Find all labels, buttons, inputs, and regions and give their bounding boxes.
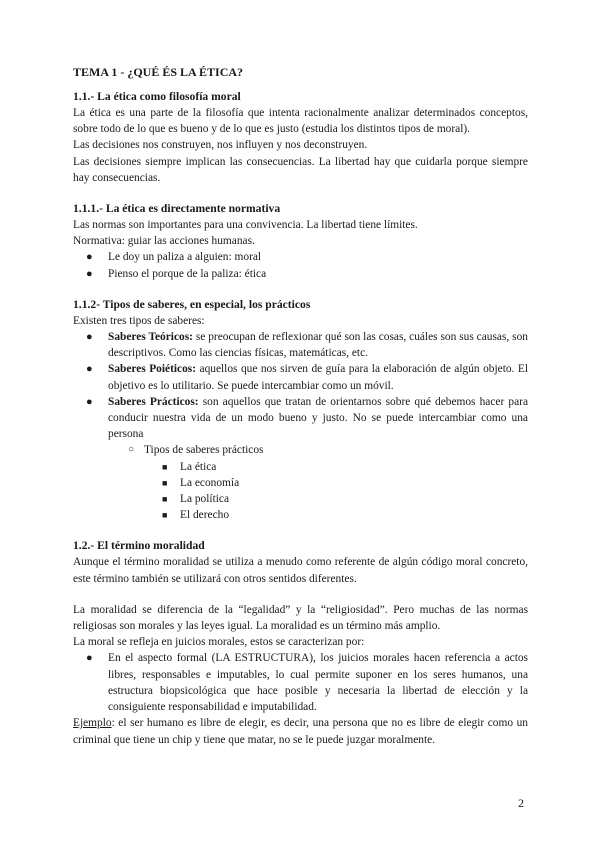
example-paragraph: Ejemplo: el ser humano es libre de elegir, es decir, una persona que no es libre de elegir como un criminal que tiene un chip y tiene que matar, no se le puede juzgar moralmente. bbox=[73, 717, 528, 746]
paragraph: La moralidad se diferencia de la “legalidad” y la “religiosidad”. Pero muchas de las normas religiosas son morales y las leyes igual. La moralidad es un término más amplio. bbox=[73, 603, 528, 633]
square-bullet-icon: ■ bbox=[162, 461, 168, 472]
page-number: 2 bbox=[518, 796, 524, 810]
paragraph: Las decisiones nos construyen, nos influyen y nos deconstruyen. bbox=[73, 139, 368, 152]
document-page bbox=[73, 64, 528, 748]
list-item: ● Pienso el porque de la paliza: ética bbox=[73, 266, 528, 282]
list-item: ■ La política bbox=[73, 491, 528, 507]
bullet-icon: ● bbox=[86, 363, 93, 376]
paragraph: Las decisiones siempre implican las consecuencias. La libertad hay que cuidarla porque siempre hay consecuencias. bbox=[73, 155, 528, 184]
paragraph: La ética es una parte de la filosofía que intenta racionalmente analizar determinados conceptos, sobre todo de lo que es bueno y de lo que es justo (estudia los distintos tipos de moral). bbox=[73, 107, 528, 136]
list-item: ■ La economía bbox=[73, 475, 528, 491]
bullet-icon: ● bbox=[86, 331, 93, 344]
square-bullet-icon: ■ bbox=[162, 477, 168, 488]
list-item: ● En el aspecto formal (LA ESTRUCTURA), los juicios morales hacen referencia a actos libres, responsables e imputables, lo cual permite suponer en los seres humanos, una estructura biopsicológica que hace posible y necesaria la libertad de elección y la consiguiente responsabilidad e imputabilidad. bbox=[86, 652, 528, 714]
document-title: TEMA 1 - ¿QUÉ ÉS LA ÉTICA? bbox=[73, 65, 244, 79]
bullet-icon: ● bbox=[86, 267, 93, 280]
paragraph: Normativa: guiar las acciones humanas. bbox=[73, 235, 255, 248]
paragraph: La moral se refleja en juicios morales, estos se caracterizan por: bbox=[73, 636, 365, 649]
list-item: ● Le doy un paliza a alguien: moral bbox=[73, 249, 528, 265]
square-bullet-icon: ■ bbox=[162, 494, 168, 505]
bullet-list bbox=[73, 650, 528, 715]
section-heading-1-1-2: 1.1.2- Tipos de saberes, en especial, los prácticos bbox=[73, 297, 311, 311]
circle-bullet-icon: ○ bbox=[128, 444, 135, 456]
sub-sub-list bbox=[73, 459, 528, 524]
bullet-icon: ● bbox=[86, 251, 93, 264]
section-heading-1-1: 1.1.- La ética como filosofía moral bbox=[73, 90, 241, 103]
list-item: ● Saberes Teóricos: se preocupan de reflexionar qué son las cosas, cuáles son sus causas, son descriptivos. Como las ciencias físicas, matemáticas, etc. bbox=[86, 331, 528, 360]
bullet-icon: ● bbox=[86, 652, 93, 665]
list-item: ■ El derecho bbox=[73, 507, 528, 523]
list-item: ○ Tipos de saberes prácticos bbox=[73, 442, 528, 458]
sub-list bbox=[73, 442, 528, 458]
paragraph: Las normas son importantes para una convivencia. La libertad tiene límites. bbox=[73, 219, 418, 232]
paragraph: Existen tres tipos de saberes: bbox=[73, 314, 205, 327]
bullet-icon: ● bbox=[86, 395, 93, 408]
section-heading-1-1-1: 1.1.1.- La ética es directamente normativa bbox=[73, 202, 281, 216]
list-item: ● Saberes Poiéticos: aquellos que nos sirven de guía para la elaboración de algún objeto. El objetivo es lo utilitario. Se puede intercambiar como un móvil. bbox=[86, 363, 528, 392]
paragraph: Aunque el término moralidad se utiliza a menudo como referente de algún código moral concreto, este término también se utilizará con otros sentidos diferentes. bbox=[73, 556, 528, 585]
square-bullet-icon: ■ bbox=[162, 510, 168, 521]
example-label: Ejemplo bbox=[73, 717, 112, 730]
section-heading-1-2: 1.2.- El término moralidad bbox=[73, 539, 205, 553]
bullet-list bbox=[73, 249, 528, 281]
list-item: ● Saberes Prácticos: son aquellos que tratan de orientarnos sobre qué debemos hacer para conducir nuestra vida de un modo bueno y justo. No se puede intercambiar como una persona bbox=[86, 395, 528, 441]
bullet-list bbox=[73, 329, 528, 442]
list-item: ■ La ética bbox=[73, 459, 528, 475]
